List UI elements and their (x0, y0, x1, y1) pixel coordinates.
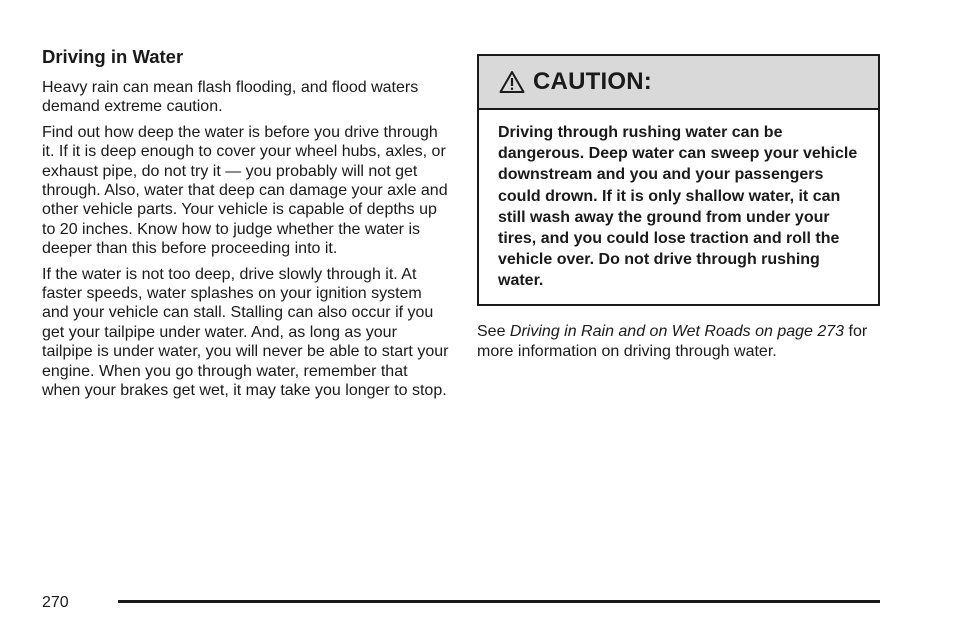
caution-title: CAUTION: (533, 68, 652, 95)
see-also-note (477, 322, 881, 362)
paragraph-drive-slowly: If the water is not too deep, drive slowly through it. At faster speeds, water splashes on your ignition system and your vehicle can stall. Stalling can also occur if you get your tailpipe under water. And, as long as your tailpipe is under water, you will never be able to start your engine. When you go through water, remember that when your brakes get wet, it may take you longer to stop. (42, 265, 449, 400)
caution-body: Driving through rushing water can be dangerous. Deep water can sweep your vehicle downstream and you and your passengers could drown. If it is only shallow water, it can still wash away the ground from under your tires, and you could lose traction and roll the vehicle over. Do not drive through rushing water. (498, 124, 858, 290)
page-number: 270 (42, 594, 69, 611)
caution-header (479, 56, 878, 110)
left-column (42, 46, 452, 407)
footer-rule (118, 600, 880, 603)
page-footer (42, 592, 882, 616)
see-also-suffix: for more information on driving through water. (477, 323, 868, 360)
cross-reference-link[interactable]: Driving in Rain and on Wet Roads on page 273 (509, 323, 845, 340)
warning-triangle-icon (499, 70, 525, 94)
section-heading: Driving in Water (42, 46, 184, 67)
caution-box (477, 54, 880, 306)
paragraph-water-depth: Find out how deep the water is before you drive through it. If it is deep enough to cover your wheel hubs, axles, or exhaust pipe, do not try it — you probably will not get through. Also, water that deep can damage your axle and other vehicle parts. Your vehicle is capable of depths up to 20 inches. Know how to judge whether the water is deeper than this before proceeding into it. (42, 123, 448, 258)
right-column (477, 54, 881, 378)
see-also-prefix: See (477, 323, 510, 340)
paragraph-flash-flooding: Heavy rain can mean flash flooding, and flood waters demand extreme caution. (42, 79, 419, 116)
